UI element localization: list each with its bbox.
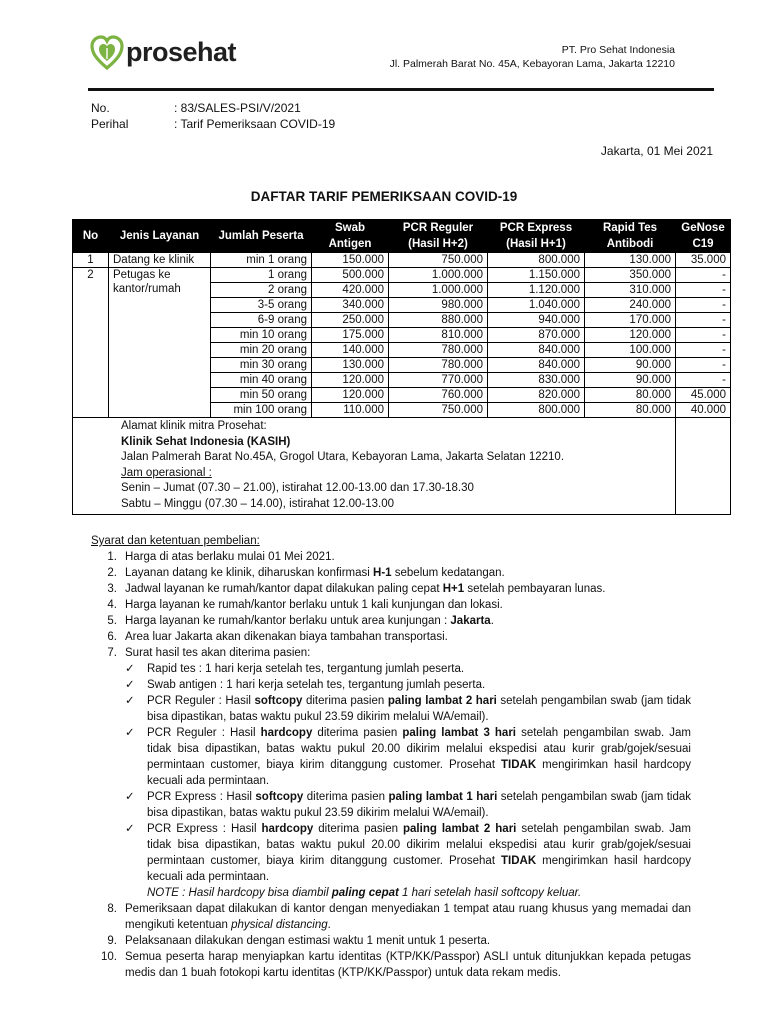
list-item: 4. Harga layanan ke rumah/kantor berlaku untuk 1 kali kunjungan dan lokasi. — [107, 599, 503, 611]
cell-swab: 420.000 — [312, 283, 389, 298]
cell-genose: 45.000 — [676, 388, 731, 403]
cell-genose: - — [676, 328, 731, 343]
check-list-item: ✓ PCR Express : Hasil hardcopy diterima pasien paling lambat 2 hari setelah pengambilan swab. Jam tidak bisa dipastikan, batas waktu pukul 20.00 dikirim melalui ekspedisi atau kurir grab/gojek/sesuai permintaan customer, biaya kirim ditanggung customer. Prosehat TIDAK mengirimkan hasil hardcopy kecuali ada permintaan. — [125, 823, 692, 883]
hardcopy-note: NOTE : Hasil hardcopy bisa diambil paling cepat 1 hari setelah hasil softcopy keluar. — [147, 887, 582, 899]
cell-pcr-express: 800.000 — [488, 403, 585, 418]
cell-service: Petugas ke kantor/rumah — [109, 268, 211, 418]
cell-peserta: 6-9 orang — [211, 313, 312, 328]
header-no: No — [73, 220, 109, 253]
cell-pcr-reguler: 780.000 — [389, 358, 488, 373]
header-pcr-express: PCR Express (Hasil H+1) — [488, 220, 585, 253]
header-jumlah-peserta: Jumlah Peserta — [211, 220, 312, 253]
cell-pcr-express: 870.000 — [488, 328, 585, 343]
address-label: Alamat klinik mitra Prosehat: — [121, 420, 267, 432]
cell-swab: 150.000 — [312, 253, 389, 268]
company-name: PT. Pro Sehat Indonesia — [561, 44, 675, 56]
cell-pcr-express: 1.150.000 — [488, 268, 585, 283]
cell-pcr-express: 1.120.000 — [488, 283, 585, 298]
list-item: 3. Jadwal layanan ke rumah/kantor dapat dilakukan paling cepat H+1 setelah pembayaran lunas. — [107, 583, 606, 595]
cell-pcr-reguler: 880.000 — [389, 313, 488, 328]
cell-pcr-express: 830.000 — [488, 373, 585, 388]
list-item: 9. Pelaksanaan dilakukan dengan estimasi waktu 1 menit untuk 1 peserta. — [107, 935, 491, 947]
list-item: 1. Harga di atas berlaku mulai 01 Mei 2021. — [107, 551, 335, 563]
header-divider — [88, 88, 714, 91]
cell-rapid: 130.000 — [585, 253, 676, 268]
cell-peserta: min 1 orang — [211, 253, 312, 268]
cell-pcr-reguler: 980.000 — [389, 298, 488, 313]
cell-pcr-express: 840.000 — [488, 358, 585, 373]
cell-pcr-reguler: 770.000 — [389, 373, 488, 388]
cell-peserta: min 20 orang — [211, 343, 312, 358]
cell-peserta: min 40 orang — [211, 373, 312, 388]
check-list-item: ✓ PCR Reguler : Hasil hardcopy diterima pasien paling lambat 3 hari setelah pengambilan swab. Jam tidak bisa dipastikan, batas waktu pukul 20.00 dikirim melalui ekspedisi atau kurir grab/gojek/sesuai permintaan customer, biaya kirim ditanggung customer. Prosehat TIDAK mengirimkan hasil hardcopy kecuali ada permintaan. — [125, 727, 692, 787]
header-genose: GeNose C19 — [676, 220, 731, 253]
clinic-name: Klinik Sehat Indonesia (KASIH) — [121, 435, 291, 448]
cell-rapid: 310.000 — [585, 283, 676, 298]
cell-peserta: 1 orang — [211, 268, 312, 283]
cell-swab: 175.000 — [312, 328, 389, 343]
table-header-row — [73, 220, 731, 253]
cell-pcr-reguler: 780.000 — [389, 343, 488, 358]
cell-genose: - — [676, 268, 731, 283]
company-info — [390, 43, 675, 71]
checkmark-icon: ✓ — [125, 679, 135, 691]
header-pcr-reguler: PCR Reguler (Hasil H+2) — [389, 220, 488, 253]
company-address: Jl. Palmerah Barat No. 45A, Kebayoran Lama, Jakarta 12210 — [389, 58, 675, 70]
list-item: 8. Pemeriksaan dapat dilakukan di kantor dengan menyediakan 1 tempat atau ruang khusus yang memadai dan mengikuti ketentuan physical distancing. — [107, 903, 691, 931]
check-list-item: ✓ PCR Express : Hasil softcopy diterima pasien paling lambat 1 hari setelah pengambilan swab (jam tidak bisa dipastikan, batas waktu pukul 23.59 dikirim melalui WA/email). — [125, 791, 692, 819]
cell-pcr-express: 1.040.000 — [488, 298, 585, 313]
checkmark-icon: ✓ — [125, 663, 135, 675]
cell-peserta: min 100 orang — [211, 403, 312, 418]
cell-genose: - — [676, 283, 731, 298]
cell-swab: 130.000 — [312, 358, 389, 373]
checkmark-icon: ✓ — [125, 727, 135, 739]
document-title: DAFTAR TARIF PEMERIKSAAN COVID-19 — [250, 189, 518, 204]
header-jenis-layanan: Jenis Layanan — [109, 220, 211, 253]
hours-label: Jam operasional : — [121, 466, 212, 479]
clinic-address-cell — [73, 418, 676, 515]
cell-swab: 500.000 — [312, 268, 389, 283]
letter-date: Jakarta, 01 Mei 2021 — [600, 144, 713, 158]
checkmark-icon: ✓ — [125, 791, 135, 803]
heart-leaf-logo-icon — [90, 34, 124, 70]
empty-cell — [676, 418, 731, 515]
no-value: : 83/SALES-PSI/V/2021 — [174, 101, 301, 115]
prosehat-logo — [90, 34, 236, 70]
cell-pcr-reguler: 750.000 — [389, 403, 488, 418]
cell-peserta: 3-5 orang — [211, 298, 312, 313]
cell-rapid: 120.000 — [585, 328, 676, 343]
hours-weekend: Sabtu – Minggu (07.30 – 14.00), istirahat 12.00-13.00 — [121, 497, 394, 510]
cell-rapid: 100.000 — [585, 343, 676, 358]
cell-no: 1 — [73, 253, 109, 268]
checkmark-icon: ✓ — [125, 695, 135, 707]
cell-rapid: 80.000 — [585, 388, 676, 403]
list-item: 6. Area luar Jakarta akan dikenakan biaya tambahan transportasi. — [107, 631, 448, 643]
table-row — [73, 253, 731, 268]
clinic-street: Jalan Palmerah Barat No.45A, Grogol Utara, Kebayoran Lama, Jakarta Selatan 12210. — [121, 451, 565, 463]
cell-swab: 120.000 — [312, 373, 389, 388]
no-label: No. — [91, 101, 110, 115]
cell-genose: 40.000 — [676, 403, 731, 418]
cell-rapid: 350.000 — [585, 268, 676, 283]
cell-swab: 250.000 — [312, 313, 389, 328]
cell-pcr-reguler: 760.000 — [389, 388, 488, 403]
header-swab-antigen: Swab Antigen — [312, 220, 389, 253]
cell-service: Datang ke klinik — [109, 253, 211, 268]
cell-rapid: 90.000 — [585, 358, 676, 373]
perihal-value: : Tarif Pemeriksaan COVID-19 — [174, 117, 336, 131]
check-list-item: ✓ PCR Reguler : Hasil softcopy diterima pasien paling lambat 2 hari setelah pengambilan swab (jam tidak bisa dipastikan, batas waktu pukul 23.59 dikirim melalui WA/email). — [125, 695, 692, 723]
cell-genose: - — [676, 358, 731, 373]
cell-rapid: 170.000 — [585, 313, 676, 328]
perihal-label: Perihal — [91, 117, 129, 131]
brand-wordmark: prosehat — [126, 36, 237, 67]
letter-meta — [91, 100, 335, 132]
cell-pcr-reguler: 1.000.000 — [389, 283, 488, 298]
cell-pcr-express: 840.000 — [488, 343, 585, 358]
list-item: 10. Semua peserta harap menyiapkan kartu identitas (KTP/KK/Passpor) ASLI untuk ditunjukkan kepada petugas medis dan 1 buah fotokopi kartu identitas (KTP/KK/Passpor) untuk data rekam medis. — [101, 951, 691, 979]
cell-swab: 120.000 — [312, 388, 389, 403]
cell-swab: 140.000 — [312, 343, 389, 358]
cell-genose: - — [676, 298, 731, 313]
cell-genose: 35.000 — [676, 253, 731, 268]
list-item: 2. Layanan datang ke klinik, diharuskan konfirmasi H-1 sebelum kedatangan. — [107, 567, 505, 579]
cell-pcr-reguler: 1.000.000 — [389, 268, 488, 283]
cell-rapid: 80.000 — [585, 403, 676, 418]
table-row — [73, 268, 731, 283]
cell-peserta: min 50 orang — [211, 388, 312, 403]
list-item: 5. Harga layanan ke rumah/kantor berlaku untuk area kunjungan : Jakarta. — [107, 615, 494, 627]
cell-pcr-reguler: 810.000 — [389, 328, 488, 343]
list-item: 7. Surat hasil tes akan diterima pasien: — [107, 647, 311, 659]
check-list-item: ✓ Rapid tes : 1 hari kerja setelah tes, tergantung jumlah peserta. — [125, 663, 465, 675]
tariff-table — [72, 219, 731, 515]
cell-swab: 110.000 — [312, 403, 389, 418]
cell-no: 2 — [73, 268, 109, 418]
cell-peserta: min 30 orang — [211, 358, 312, 373]
cell-peserta: min 10 orang — [211, 328, 312, 343]
cell-pcr-express: 940.000 — [488, 313, 585, 328]
cell-pcr-reguler: 750.000 — [389, 253, 488, 268]
cell-rapid: 90.000 — [585, 373, 676, 388]
hours-weekday: Senin – Jumat (07.30 – 21.00), istirahat 12.00-13.00 dan 17.30-18.30 — [121, 482, 474, 494]
terms-section — [91, 533, 691, 981]
cell-peserta: 2 orang — [211, 283, 312, 298]
cell-pcr-express: 820.000 — [488, 388, 585, 403]
header-rapid-tes: Rapid Tes Antibodi — [585, 220, 676, 253]
cell-swab: 340.000 — [312, 298, 389, 313]
terms-heading: Syarat dan ketentuan pembelian: — [91, 535, 260, 547]
cell-genose: - — [676, 373, 731, 388]
cell-genose: - — [676, 343, 731, 358]
address-row — [73, 418, 731, 515]
checkmark-icon: ✓ — [125, 823, 135, 835]
cell-pcr-express: 800.000 — [488, 253, 585, 268]
cell-rapid: 240.000 — [585, 298, 676, 313]
check-list-item: ✓ Swab antigen : 1 hari kerja setelah tes, tergantung jumlah peserta. — [125, 679, 486, 691]
cell-genose: - — [676, 313, 731, 328]
